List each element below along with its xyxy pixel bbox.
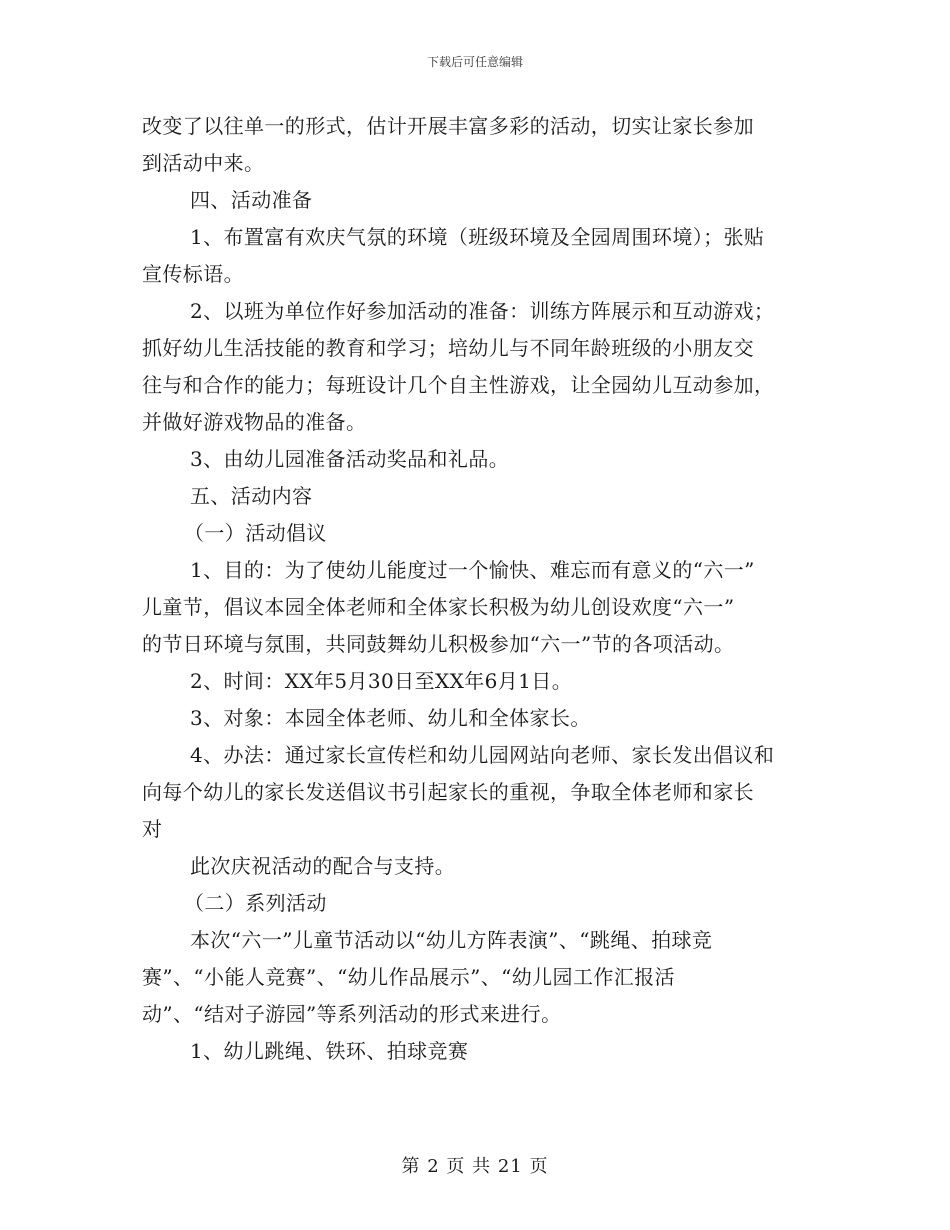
text-line: 1、布置富有欢庆气氛的环境（班级环境及全园周围环境）；张贴 [190,225,765,249]
text-line: 2、时间：XX年5月30日至XX年6月1日。 [190,669,573,693]
text-line: 向每个幼儿的家长发送倡议书引起家长的重视，争取全体老师和家长 [142,780,754,804]
text-line: 1、目的：为了使幼儿能度过一个愉快、难忘而有意义的“六一” [190,558,755,582]
text-line: 动”、“结对子游园”等系列活动的形式来进行。 [142,1002,562,1026]
text-line: 4、办法：通过家长宣传栏和幼儿园网站向老师、家长发出倡议和 [190,743,775,767]
text-line: 3、对象：本园全体老师、幼儿和全体家长。 [190,706,591,730]
text-line: 宣传标语。 [142,262,244,286]
text-line: 2、以班为单位作好参加活动的准备：训练方阵展示和互动游戏； [190,299,775,323]
text-line: 并做好游戏物品的准备。 [142,410,367,434]
text-line: 四、活动准备 [190,188,313,212]
text-line: 五、活动内容 [190,484,313,508]
page-footer: 第 2 页 共 21 页 [401,1156,549,1177]
text-line: 1、幼儿跳绳、铁环、拍球竞赛 [190,1039,469,1063]
text-line: 对 [142,817,163,841]
text-line: 抓好幼儿生活技能的教育和学习；培幼儿与不同年龄班级的小朋友交 [142,336,754,360]
text-line: 赛”、“小能人竞赛”、“幼儿作品展示”、“幼儿园工作汇报活 [142,965,675,989]
text-line: 此次庆祝活动的配合与支持。 [190,854,456,878]
text-line: （一）活动倡议 [184,521,327,545]
text-line: （二）系列活动 [184,891,327,915]
text-line: 到活动中来。 [142,151,265,175]
document-body [142,108,814,1070]
text-line: 改变了以往单一的形式，估计开展丰富多彩的活动，切实让家长参加 [142,114,754,138]
text-line: 3、由幼儿园准备活动奖品和礼品。 [190,447,510,471]
text-line: 往与和合作的能力；每班设计几个自主性游戏，让全园幼儿互动参加， [142,373,775,397]
page-header: 下载后可任意编辑 [426,55,523,69]
text-line: 儿童节，倡议本园全体老师和全体家长积极为幼儿创设欢度“六一” [142,595,735,619]
text-line: 本次“六一”儿童节活动以“幼儿方阵表演”、“跳绳、拍球竞 [190,928,713,952]
text-line: 的节日环境与氛围，共同鼓舞幼儿积极参加“六一”节的各项活动。 [142,632,735,656]
